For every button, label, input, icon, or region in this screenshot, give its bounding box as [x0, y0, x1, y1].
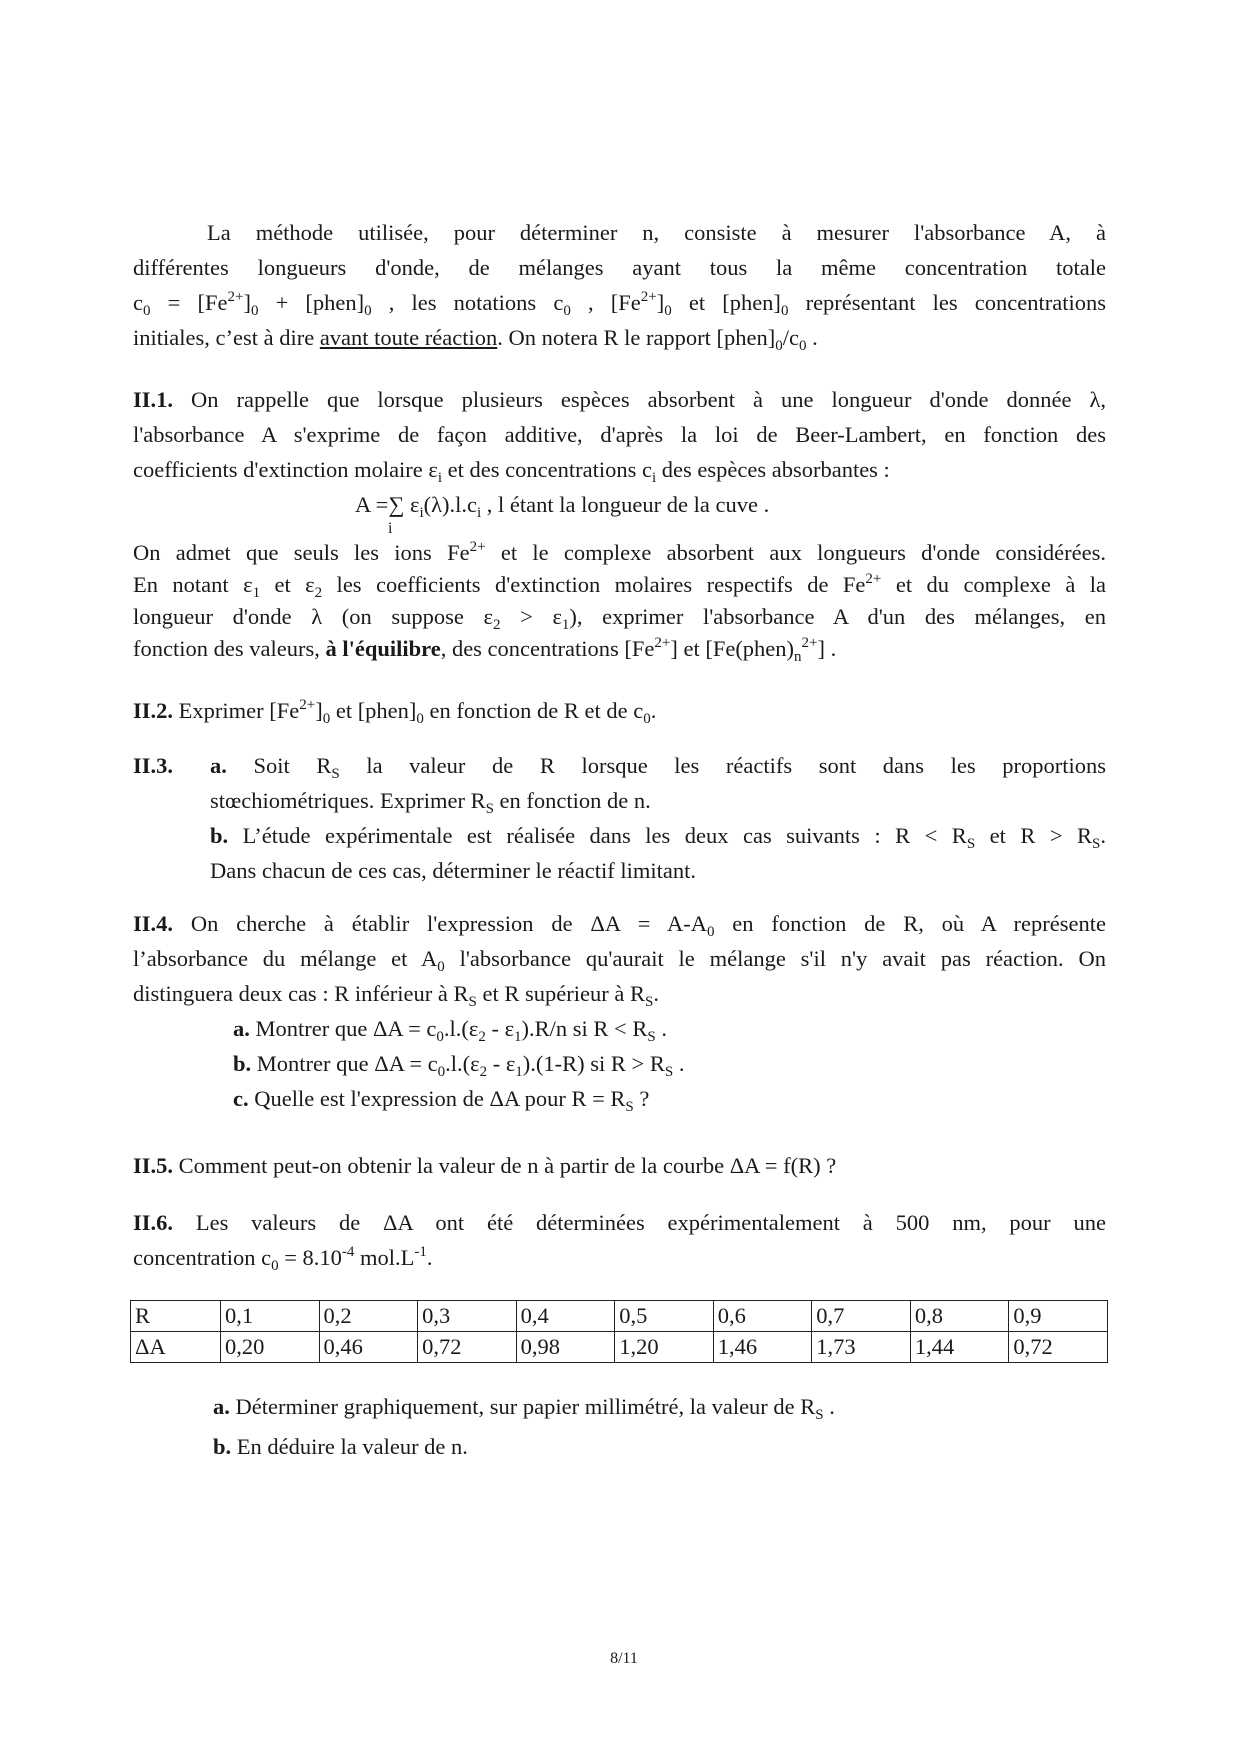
q3-b-line-1: b. L’étude expérimentale est réalisée dans les deux cas suivants : $R < R_S$ et $R > R_S$. — [210, 823, 1106, 852]
q1-p2-line-3: longueur d'onde λ (on suppose $\varepsilon_2 > \varepsilon_1$), exprimer l'absorbance A d'un des mélanges, en — [133, 604, 1106, 633]
q4-item-b: b. Montrer que $\Delta A = c_0.l.(\varepsilon_2 - \varepsilon_1).(1-R)$ si $R > R_S$ . — [233, 1051, 685, 1080]
q4-line-2: l’absorbance du mélange et $A_0$ l'absorbance qu'aurait le mélange s'il n'y avait pas réaction. On — [133, 946, 1106, 975]
intro-paragraph — [133, 215, 1106, 355]
data-table — [130, 1300, 1108, 1363]
beer-lambert-formula: A =∑ $\varepsilon_i(\lambda).l.c_i$ , l étant la longueur de la cuve . i — [133, 487, 1106, 527]
q4-item-c: c. Quelle est l'expression de ΔA pour $R = R_S$ ? — [233, 1086, 650, 1115]
q3-a-line-1: a. Soit $R_S$ la valeur de R lorsque les réactifs sont dans les proportions — [210, 753, 1107, 782]
q4-number: II.4. — [133, 911, 174, 936]
q6-item-b: b. En déduire la valeur de n. — [213, 1434, 468, 1459]
q2-number: II.2. — [133, 698, 174, 723]
table-header-R: R — [131, 1301, 221, 1332]
table-cell: 0,98 — [516, 1332, 615, 1363]
table-cell: 0,3 — [418, 1301, 517, 1332]
intro-line-3: $c_0 = [Fe^{2+}]_0$ + $[phen]_0$ , les notations $c_0$ , $[Fe^{2+}]_0$ et $[phen]_0$ représentant les concentrations — [133, 289, 1106, 319]
q6-line-2: concentration $c_0 = 8.10^{-4}$ $mol.L^{-1}$. — [133, 1244, 433, 1274]
table-cell: 0,20 — [221, 1332, 320, 1363]
q6-item-a: a. Déterminer graphiquement, sur papier millimétré, la valeur de $R_S$ . — [213, 1394, 835, 1423]
q4-line-1: II.4. On cherche à établir l'expression de $\Delta A = A-A_0$ en fonction de R, où A représente — [133, 911, 1106, 940]
q3-number: II.3. — [133, 753, 174, 778]
q4-line-3: distinguera deux cas : R inférieur à $R_S$ et R supérieur à $R_S$. — [133, 981, 659, 1010]
table-cell: 1,44 — [910, 1332, 1009, 1363]
question-II-5 — [133, 1148, 1106, 1183]
page-number: 8/11 — [610, 1650, 638, 1667]
q5-line: II.5. Comment peut-on obtenir la valeur de n à partir de la courbe ΔA = f(R) ? — [133, 1153, 837, 1178]
table-cell: 1,46 — [713, 1332, 812, 1363]
q1-number: II.1. — [133, 387, 174, 412]
question-II-1 — [133, 382, 1106, 665]
table-cell: 1,20 — [615, 1332, 714, 1363]
table-cell: 0,6 — [713, 1301, 812, 1332]
table-cell: 1,73 — [812, 1332, 911, 1363]
table-cell: 0,1 — [221, 1301, 320, 1332]
q2-line: II.2. Exprimer $[Fe^{2+}]_0$ et $[phen]_0$ en fonction de R et de $c_0$. — [133, 697, 657, 727]
q6-number: II.6. — [133, 1210, 174, 1235]
question-II-2 — [133, 693, 1106, 728]
q6-line-1: II.6. Les valeurs de ΔA ont été déterminées expérimentalement à 500 nm, pour une — [133, 1210, 1106, 1235]
intro-line-1: La méthode utilisée, pour déterminer n, consiste à mesurer l'absorbance A, à — [207, 220, 1106, 245]
q1-line-1: II.1. On rappelle que lorsque plusieurs espèces absorbent à une longueur d'onde donnée λ, — [133, 387, 1106, 412]
q1-p2-line-2: En notant $\varepsilon_1$ et $\varepsilon_2$ les coefficients d'extinction molaires respectifs de $Fe^{2+}$ et du complexe à la — [133, 571, 1106, 601]
table-cell: 0,72 — [1009, 1332, 1108, 1363]
table-header-dA: ΔA — [131, 1332, 221, 1363]
table-cell: 0,2 — [319, 1301, 418, 1332]
underlined-text: avant toute réaction — [319, 325, 498, 350]
table-cell: 0,46 — [319, 1332, 418, 1363]
q4-item-a: a. Montrer que $\Delta A = c_0.l.(\varepsilon_2 - \varepsilon_1).R/n$ si $R < R_S$ . — [233, 1016, 667, 1045]
q3-a-line-2: stœchiométriques. Exprimer $R_S$ en fonction de n. — [210, 788, 651, 817]
sum-index: i — [388, 520, 393, 537]
table-cell: 0,4 — [516, 1301, 615, 1332]
question-II-3 — [133, 748, 1106, 888]
document-page — [133, 215, 1106, 1467]
q3-b-line-2: Dans chacun de ces cas, déterminer le réactif limitant. — [210, 858, 697, 883]
table-cell: 0,8 — [910, 1301, 1009, 1332]
table-row-R — [131, 1301, 1108, 1332]
table-row-dA — [131, 1332, 1108, 1363]
q1-line-3: coefficients d'extinction molaire $\varepsilon_i$ et des concentrations $c_i$ des espèces absorbantes : — [133, 457, 890, 486]
intro-line-2: différentes longueurs d'onde, de mélanges ayant tous la même concentration totale — [133, 255, 1106, 280]
q1-line-2: l'absorbance A s'exprime de façon additive, d'après la loi de Beer-Lambert, en fonction des — [133, 422, 1106, 447]
question-II-6 — [133, 1205, 1106, 1467]
question-II-4 — [133, 906, 1106, 1116]
q1-p2-line-1: On admet que seuls les ions $Fe^{2+}$ et le complexe absorbent aux longueurs d'onde considérées. — [133, 539, 1106, 565]
q5-number: II.5. — [133, 1153, 174, 1178]
q1-p2-line-4: fonction des valeurs, à l'équilibre, des concentrations $[Fe^{2+}]$ et $[Fe(phen)_n^{2+}]$ . — [133, 635, 837, 665]
table-cell: 0,7 — [812, 1301, 911, 1332]
table-cell: 0,72 — [418, 1332, 517, 1363]
table-cell: 0,9 — [1009, 1301, 1108, 1332]
table-cell: 0,5 — [615, 1301, 714, 1332]
intro-line-4: initiales, c’est à dire avant toute réaction. On notera R le rapport $[phen]_0/c_0$ . — [133, 325, 818, 354]
